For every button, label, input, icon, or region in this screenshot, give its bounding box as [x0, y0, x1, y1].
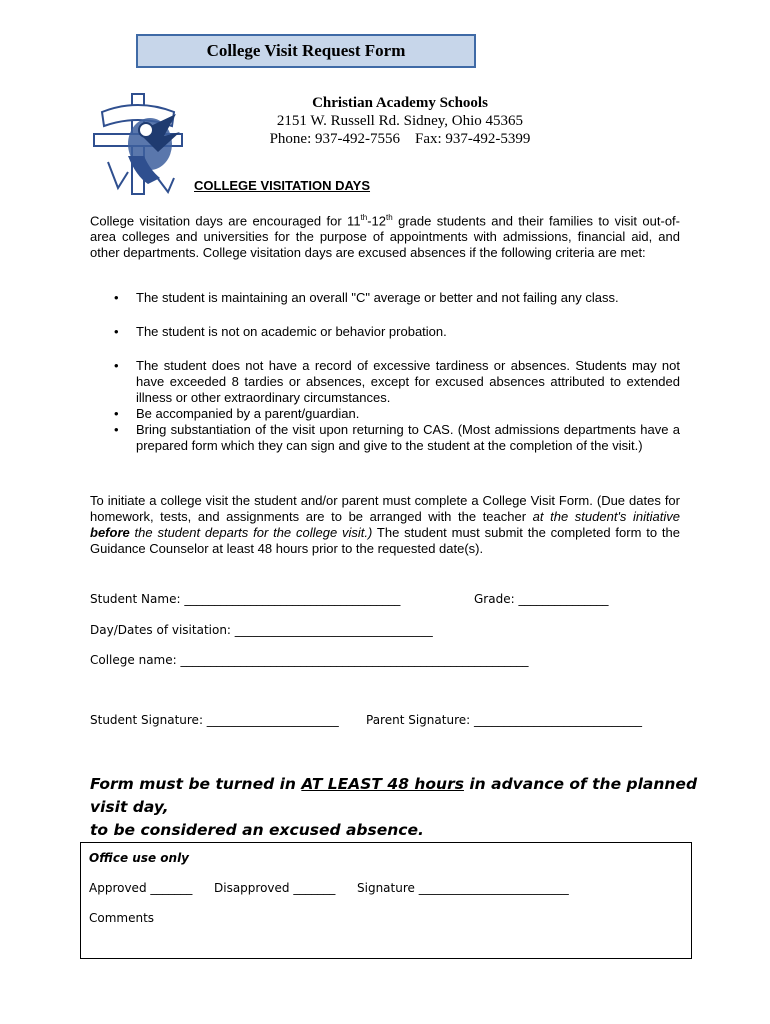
form-title: College Visit Request Form	[136, 34, 476, 68]
intro-text-a: College visitation days are encouraged for 11	[90, 213, 361, 229]
intro-text-b: -12	[367, 213, 387, 229]
school-name: Christian Academy Schools	[312, 95, 488, 111]
school-logo	[88, 92, 188, 196]
bullet-icon: •	[114, 358, 119, 373]
list-item	[90, 406, 680, 422]
office-heading: Office use only	[89, 851, 190, 865]
list-item	[90, 422, 680, 454]
instructions-text-2: The student must submit the completed form to the Guidance Counselor at least 48 hours prior to the requested date(s).	[90, 525, 680, 556]
section-heading: COLLEGE VISITATION DAYS	[194, 178, 371, 193]
list-item	[90, 358, 680, 406]
notice-text-c: to be considered an excused absence.	[90, 821, 424, 839]
office-signature-field[interactable]: Signature _________________________	[357, 881, 569, 895]
approved-field[interactable]: Approved _______	[89, 881, 193, 895]
parent-signature-field[interactable]: Parent Signature: ____________________________	[366, 713, 642, 727]
bullet-icon: •	[114, 290, 119, 305]
list-item	[90, 324, 680, 340]
instructions-text-1: To initiate a college visit the student and/or parent must complete a College Visit Form. (Due dates for homework, tests, and assignments are to be arranged with the teacher	[90, 493, 680, 524]
criteria-text: The student is not on academic or behavior probation.	[136, 324, 447, 339]
instructions-italic-1: at the student's initiative	[532, 509, 680, 524]
criteria-text: The student does not have a record of excessive tardiness or absences. Students may not have exceeded 8 tardies or absences, except for excused absences attributed to extended illness or other extraordinary circumstances.	[136, 358, 680, 405]
office-use-box	[80, 842, 692, 959]
deadline-notice	[90, 773, 710, 842]
instructions-bold-italic: before	[90, 525, 130, 540]
criteria-list	[90, 290, 680, 454]
college-name-field[interactable]: College name: __________________________________________________________	[90, 653, 529, 667]
school-phone: Phone: 937-492-7556	[269, 131, 400, 147]
student-name-field[interactable]: Student Name: ____________________________________	[90, 592, 401, 606]
list-item	[90, 290, 680, 306]
school-fax: Fax: 937-492-5399	[415, 131, 531, 147]
bullet-icon: •	[114, 406, 119, 421]
criteria-text: Bring substantiation of the visit upon returning to CAS. (Most admissions departments have a prepared form which they can sign and give to the student at the completion of the visit.)	[136, 422, 680, 453]
comments-field[interactable]: Comments	[89, 911, 155, 925]
notice-text-b: in advance of the planned visit day,	[90, 775, 698, 816]
intro-paragraph	[90, 210, 680, 261]
school-header	[200, 94, 600, 148]
notice-underlined: AT LEAST 48 hours	[301, 775, 464, 793]
school-address: 2151 W. Russell Rd. Sidney, Ohio 45365	[276, 113, 524, 129]
bullet-icon: •	[114, 422, 119, 437]
intro-sup-2: th	[386, 213, 393, 222]
instructions-paragraph	[90, 493, 680, 557]
criteria-text: The student is maintaining an overall "C" average or better and not failing any class.	[136, 290, 619, 305]
school-contact	[200, 130, 600, 148]
disapproved-field[interactable]: Disapproved _______	[214, 881, 336, 895]
criteria-text: Be accompanied by a parent/guardian.	[136, 406, 360, 421]
grade-field[interactable]: Grade: _______________	[474, 592, 609, 606]
intro-sup-1: th	[360, 213, 368, 222]
student-signature-field[interactable]: Student Signature: ______________________	[90, 713, 339, 727]
instructions-italic-2: the student departs for the college visit.)	[129, 525, 373, 540]
intro-text-c: grade students and their families to visit out-of-area colleges and universities for the purpose of appointments with admissions, financial aid, and other departments. College visitation days are excused absences if the following criteria are met:	[90, 213, 680, 261]
bullet-icon: •	[114, 324, 119, 339]
notice-text-a: Form must be turned in	[90, 775, 302, 793]
visit-dates-field[interactable]: Day/Dates of visitation: _________________________________	[90, 623, 433, 637]
